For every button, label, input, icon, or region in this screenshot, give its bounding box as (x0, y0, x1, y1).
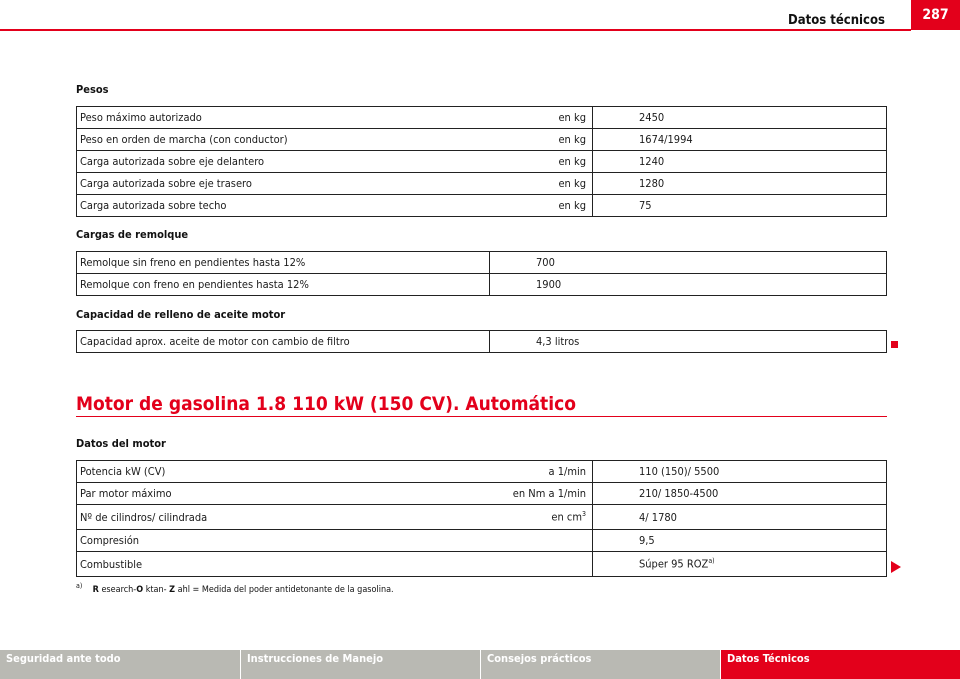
row-name: Carga autorizada sobre techo (77, 195, 484, 217)
table-row (77, 552, 887, 577)
footnote-r-rest: esearch- (98, 585, 137, 595)
row-name: Combustible (77, 552, 484, 577)
footer-tab-datos-tecnicos[interactable]: Datos Técnicos (720, 650, 960, 679)
row-value: 110 (150)/ 5500 (593, 461, 887, 483)
table-row (77, 505, 887, 530)
footnote (76, 582, 394, 595)
section-end-marker (891, 341, 898, 348)
footnote-o: O (136, 585, 144, 595)
footer-nav (0, 650, 960, 679)
row-value: 1674/1994 (593, 129, 887, 151)
value-text: Súper 95 ROZ (639, 557, 709, 571)
table-row (77, 107, 887, 129)
table-row (77, 331, 887, 353)
motor-label: Datos del motor (76, 437, 166, 450)
remolque-label: Cargas de remolque (76, 228, 189, 241)
row-value (593, 552, 887, 577)
row-value: 1240 (593, 151, 887, 173)
aceite-table (76, 330, 887, 353)
unit-text: en cm (551, 510, 582, 524)
table-row (77, 252, 887, 274)
row-unit: en Nm a 1/min (483, 483, 593, 505)
header-divider (0, 29, 911, 31)
page-header-title: Datos técnicos (788, 13, 885, 28)
row-name: Remolque con freno en pendientes hasta 12% (77, 274, 490, 296)
footnote-marker: a) (76, 582, 83, 590)
row-name: Peso máximo autorizado (77, 107, 484, 129)
table-row (77, 151, 887, 173)
footnote-z-rest: ahl = Medida del poder antidetonante de la gasolina. (175, 585, 394, 595)
footer-tab-consejos[interactable]: Consejos prácticos (480, 650, 720, 679)
row-name: Potencia kW (CV) (77, 461, 484, 483)
footer-tab-seguridad[interactable]: Seguridad ante todo (0, 650, 240, 679)
table-row (77, 129, 887, 151)
motor-table (76, 460, 887, 577)
row-name: Par motor máximo (77, 483, 484, 505)
table-row (77, 530, 887, 552)
row-unit (483, 552, 593, 577)
row-unit: en kg (483, 195, 593, 217)
row-unit: en kg (483, 107, 593, 129)
row-value: 75 (593, 195, 887, 217)
table-row (77, 274, 887, 296)
pesos-label: Pesos (76, 83, 109, 96)
table-row (77, 483, 887, 505)
row-value: 700 (490, 252, 887, 274)
footnote-o-rest: ktan- (143, 585, 170, 595)
page-number-badge: 287 (911, 0, 960, 30)
remolque-table (76, 251, 887, 296)
row-value: 1280 (593, 173, 887, 195)
row-name: Nº de cilindros/ cilindrada (77, 505, 484, 530)
row-unit: en kg (483, 129, 593, 151)
row-unit: en kg (483, 173, 593, 195)
section-title: Motor de gasolina 1.8 110 kW (150 CV). Automático (76, 393, 576, 415)
row-value: 210/ 1850-4500 (593, 483, 887, 505)
aceite-label: Capacidad de relleno de aceite motor (76, 308, 286, 321)
continue-arrow-icon (891, 561, 901, 573)
row-name: Peso en orden de marcha (con conductor) (77, 129, 484, 151)
row-name: Carga autorizada sobre eje delantero (77, 151, 484, 173)
unit-superscript: 3 (581, 510, 586, 519)
row-name: Remolque sin freno en pendientes hasta 12% (77, 252, 490, 274)
row-unit: en kg (483, 151, 593, 173)
row-unit (483, 505, 593, 530)
row-unit: a 1/min (483, 461, 593, 483)
row-value: 4/ 1780 (593, 505, 887, 530)
row-name: Carga autorizada sobre eje trasero (77, 173, 484, 195)
pesos-table (76, 106, 887, 217)
row-value: 2450 (593, 107, 887, 129)
footnote-reference: a) (708, 557, 715, 566)
row-value: 9,5 (593, 530, 887, 552)
section-divider (76, 416, 887, 417)
row-value: 1900 (490, 274, 887, 296)
footnote-z: Z (169, 585, 176, 595)
row-name: Capacidad aprox. aceite de motor con cambio de filtro (77, 331, 490, 353)
table-row (77, 173, 887, 195)
row-value: 4,3 litros (490, 331, 887, 353)
row-unit (483, 530, 593, 552)
table-row (77, 195, 887, 217)
table-row (77, 461, 887, 483)
footnote-r: R (92, 585, 99, 595)
row-name: Compresión (77, 530, 484, 552)
footer-tab-instrucciones[interactable]: Instrucciones de Manejo (240, 650, 480, 679)
